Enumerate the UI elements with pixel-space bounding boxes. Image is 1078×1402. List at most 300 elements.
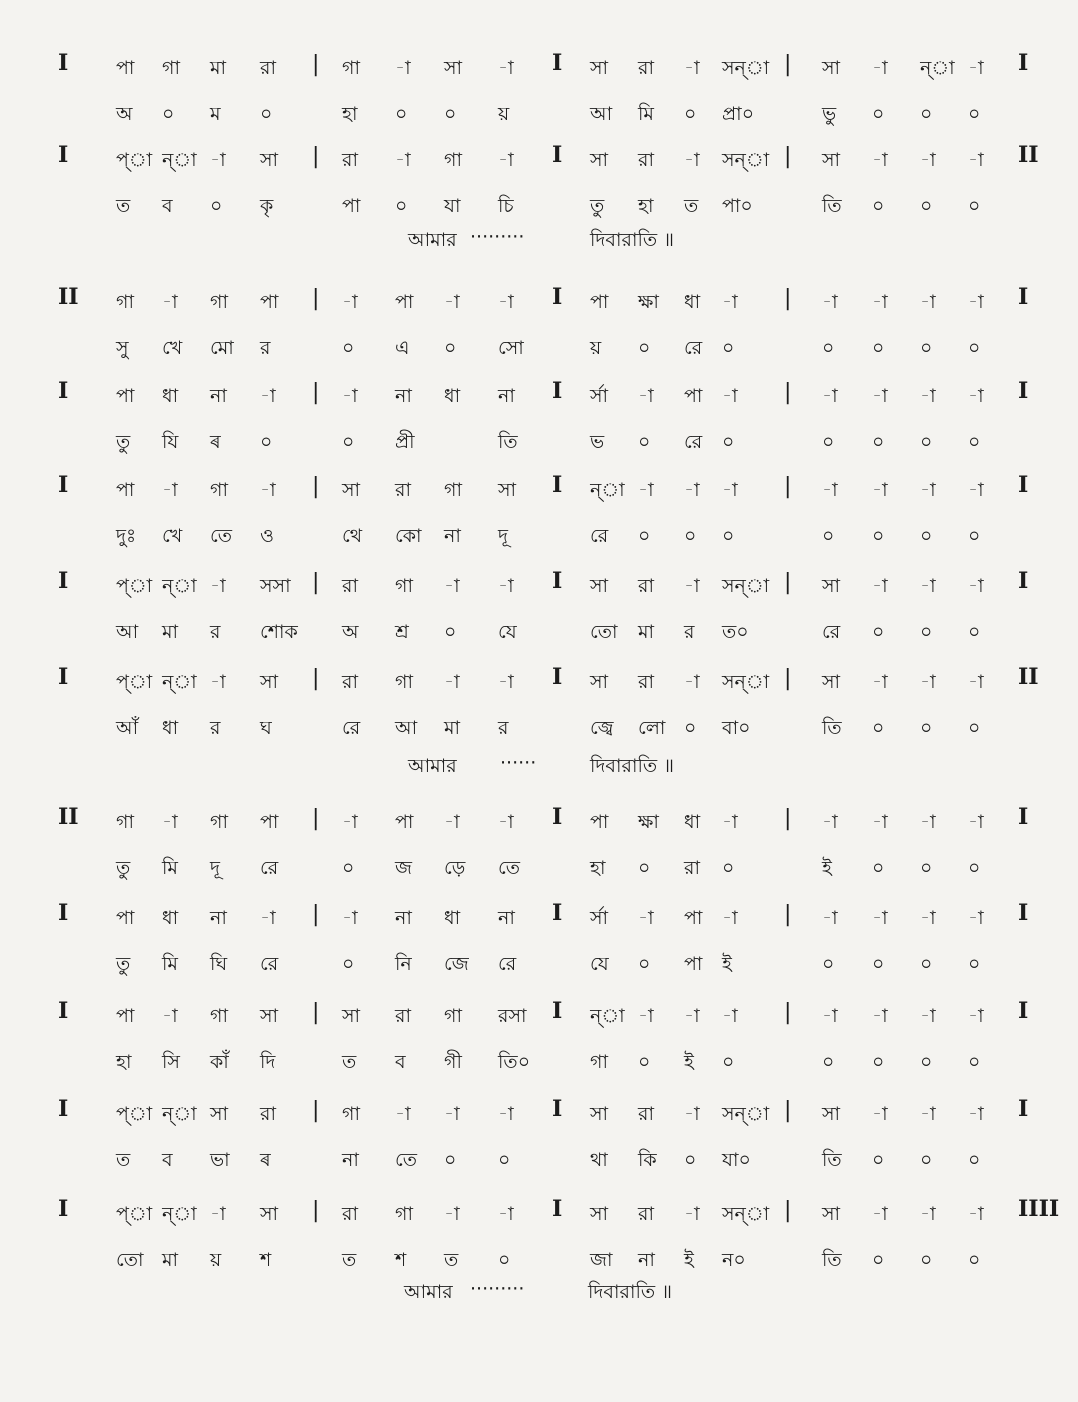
refrain-line <box>0 752 1078 782</box>
swara-note: -া <box>162 479 178 501</box>
bar-marker: I <box>552 50 563 76</box>
lyric-syllable: অ <box>116 103 133 125</box>
lyric-syllable: তু <box>116 431 131 453</box>
lyric-syllable: ০ <box>968 195 981 217</box>
lyric-syllable: ০ <box>395 103 408 125</box>
lyric-syllable: ০ <box>395 195 408 217</box>
refrain-text: দিবারাতি ॥ <box>590 229 674 251</box>
bar-divider: | <box>784 1000 792 1025</box>
lyric-syllable: ০ <box>920 1149 933 1171</box>
swara-note: -া <box>638 1005 654 1027</box>
lyric-syllable: য় <box>498 103 510 125</box>
swara-row <box>50 800 1050 840</box>
bar-marker: II <box>58 804 79 830</box>
bar-marker: IIII <box>1018 1196 1060 1222</box>
lyric-syllable: থা <box>590 1149 608 1171</box>
swara-note: ক্ষা <box>638 291 659 313</box>
swara-note: সা <box>590 1103 609 1125</box>
lyric-syllable: ও <box>260 525 274 547</box>
bar-divider: | <box>312 144 320 169</box>
swara-note: -া <box>722 385 738 407</box>
lyric-syllable: তো <box>116 1249 144 1271</box>
lyric-syllable: ০ <box>822 1051 835 1073</box>
swara-note: ন্া <box>162 671 197 693</box>
lyric-syllable: ৰ <box>260 1149 271 1171</box>
swara-note: -া <box>872 149 888 171</box>
swara-note: -া <box>722 811 738 833</box>
swara-note: -া <box>872 1005 888 1027</box>
swara-note: -া <box>395 149 411 171</box>
swara-note: সা <box>822 671 841 693</box>
lyric-row <box>50 610 1050 650</box>
lyric-syllable: ০ <box>872 337 885 359</box>
lyric-syllable: ০ <box>968 717 981 739</box>
lyric-syllable: ন০ <box>722 1249 746 1271</box>
bar-divider: | <box>312 380 320 405</box>
bar-marker: I <box>552 804 563 830</box>
swara-note: -া <box>260 479 276 501</box>
swara-note: -া <box>210 149 226 171</box>
lyric-syllable: রে <box>342 717 361 739</box>
lyric-syllable: আ <box>395 717 418 739</box>
swara-row <box>50 374 1050 414</box>
swara-note: -া <box>872 1103 888 1125</box>
lyric-syllable: ই <box>684 1051 694 1073</box>
bar-divider: | <box>312 474 320 499</box>
bar-divider: | <box>312 902 320 927</box>
swara-note: -া <box>498 1103 514 1125</box>
bar-marker: I <box>58 472 69 498</box>
swara-note: -া <box>210 1203 226 1225</box>
swara-note: -া <box>342 811 358 833</box>
lyric-syllable: আ <box>116 621 139 643</box>
lyric-syllable: গী <box>444 1051 462 1073</box>
swara-note: -া <box>968 385 984 407</box>
swara-note: -া <box>638 385 654 407</box>
swara-note: -া <box>498 811 514 833</box>
swara-note: -া <box>822 907 838 929</box>
lyric-syllable: যে <box>498 621 517 643</box>
swara-note: -া <box>920 1203 936 1225</box>
swara-note: -া <box>444 1203 460 1225</box>
bar-divider: | <box>312 52 320 77</box>
lyric-row <box>50 1238 1050 1278</box>
swara-note: সন্া <box>722 1203 770 1225</box>
lyric-syllable: ০ <box>968 103 981 125</box>
lyric-syllable: মা <box>638 621 655 643</box>
lyric-syllable: ০ <box>920 195 933 217</box>
lyric-syllable: তি <box>822 1249 842 1271</box>
lyric-syllable: রে <box>684 337 703 359</box>
swara-note: -া <box>872 479 888 501</box>
lyric-syllable: ০ <box>638 431 651 453</box>
lyric-syllable: তে <box>210 525 232 547</box>
lyric-syllable: ত <box>116 1149 131 1171</box>
lyric-syllable: ত <box>342 1051 357 1073</box>
lyric-syllable: পা <box>342 195 361 217</box>
lyric-syllable: ০ <box>872 431 885 453</box>
swara-note: ধা <box>684 291 701 313</box>
lyric-syllable: ০ <box>722 431 735 453</box>
swara-note: -া <box>968 291 984 313</box>
swara-note: -া <box>162 811 178 833</box>
lyric-syllable: ০ <box>722 857 735 879</box>
swara-note: গা <box>210 291 228 313</box>
swara-note: -া <box>342 907 358 929</box>
refrain-text: দিবারাতি ॥ <box>590 755 674 777</box>
lyric-syllable: ০ <box>638 337 651 359</box>
lyric-syllable: ০ <box>968 337 981 359</box>
swara-note: না <box>210 907 227 929</box>
lyric-syllable: ০ <box>920 1051 933 1073</box>
swara-note: -া <box>872 671 888 693</box>
lyric-syllable: ০ <box>872 621 885 643</box>
lyric-syllable: ০ <box>444 621 457 643</box>
swara-note: -া <box>920 385 936 407</box>
swara-note: পা <box>395 291 414 313</box>
lyric-row <box>50 1040 1050 1080</box>
swara-note: পা <box>260 811 279 833</box>
swara-note: -া <box>968 1005 984 1027</box>
bar-marker: I <box>58 1196 69 1222</box>
lyric-syllable: ০ <box>872 857 885 879</box>
lyric-syllable: না <box>638 1249 655 1271</box>
lyric-syllable: ০ <box>684 103 697 125</box>
swara-note: গা <box>395 671 413 693</box>
bar-marker: I <box>1018 1096 1029 1122</box>
lyric-syllable: ০ <box>872 953 885 975</box>
lyric-syllable: ঘ <box>260 717 272 739</box>
swara-note: গা <box>116 291 134 313</box>
bar-marker: I <box>552 568 563 594</box>
bar-marker: II <box>1018 664 1039 690</box>
lyric-syllable: র <box>210 717 221 739</box>
bar-marker: II <box>58 284 79 310</box>
lyric-row <box>50 1138 1050 1178</box>
swara-note: -া <box>260 385 276 407</box>
refrain-dots: ······ <box>500 752 537 774</box>
swara-note: -া <box>498 149 514 171</box>
swara-note: র্সা <box>590 907 609 929</box>
swara-note: ন্া <box>162 1203 197 1225</box>
lyric-syllable: ০ <box>498 1249 511 1271</box>
lyric-syllable: দি <box>260 1051 276 1073</box>
refrain-text: দিবারাতি ॥ <box>588 1281 672 1303</box>
swara-note: রা <box>395 479 411 501</box>
swara-note: রা <box>342 1203 358 1225</box>
swara-note: রা <box>638 149 654 171</box>
lyric-row <box>50 846 1050 886</box>
swara-note: গা <box>210 811 228 833</box>
bar-marker: I <box>58 568 69 594</box>
swara-note: -া <box>822 385 838 407</box>
lyric-syllable: তি <box>822 1149 842 1171</box>
lyric-syllable: ০ <box>444 337 457 359</box>
lyric-syllable: তি <box>498 431 518 453</box>
bar-marker: I <box>1018 472 1029 498</box>
lyric-syllable: ০ <box>968 953 981 975</box>
bar-marker: I <box>58 50 69 76</box>
lyric-syllable: ০ <box>920 337 933 359</box>
bar-divider: | <box>312 570 320 595</box>
swara-note: -া <box>822 1005 838 1027</box>
swara-note: প্া <box>116 1203 153 1225</box>
lyric-syllable: ০ <box>822 953 835 975</box>
bar-marker: I <box>552 142 563 168</box>
lyric-syllable: ০ <box>722 1051 735 1073</box>
lyric-syllable: ০ <box>920 103 933 125</box>
swara-note: রা <box>342 671 358 693</box>
swara-note: -া <box>722 291 738 313</box>
swara-note: গা <box>162 57 180 79</box>
lyric-syllable: শ <box>395 1249 407 1271</box>
lyric-syllable: কাঁ <box>210 1051 229 1073</box>
lyric-syllable: অ <box>342 621 359 643</box>
swara-note: ধা <box>684 811 701 833</box>
bar-marker: I <box>552 664 563 690</box>
lyric-syllable: তে <box>498 857 520 879</box>
bar-divider: | <box>784 286 792 311</box>
lyric-syllable: খে <box>162 337 183 359</box>
lyric-syllable: ০ <box>920 431 933 453</box>
lyric-syllable: রে <box>822 621 841 643</box>
swara-note: সা <box>590 57 609 79</box>
swara-note: -া <box>498 1203 514 1225</box>
lyric-syllable: তি <box>822 717 842 739</box>
lyric-syllable: ০ <box>722 337 735 359</box>
lyric-syllable: নি <box>395 953 412 975</box>
refrain-text: আমার <box>404 1281 453 1303</box>
lyric-syllable: ০ <box>920 857 933 879</box>
lyric-syllable: ত০ <box>722 621 749 643</box>
lyric-syllable: ০ <box>872 103 885 125</box>
bar-marker: I <box>552 998 563 1024</box>
swara-note: -া <box>260 907 276 929</box>
lyric-syllable: ০ <box>342 953 355 975</box>
lyric-syllable: ০ <box>638 857 651 879</box>
bar-marker: I <box>1018 804 1029 830</box>
lyric-syllable: ০ <box>822 525 835 547</box>
refrain-dots: ········· <box>470 1278 525 1300</box>
lyric-syllable: ড়ে <box>444 857 466 879</box>
swara-note: -া <box>872 1203 888 1225</box>
lyric-syllable: রে <box>260 953 279 975</box>
swara-note: সা <box>822 57 841 79</box>
swara-note: সন্া <box>722 671 770 693</box>
lyric-syllable: মা <box>162 1249 179 1271</box>
lyric-syllable: ম <box>210 103 221 125</box>
lyric-syllable: দূ <box>210 857 220 879</box>
swara-row <box>50 280 1050 320</box>
bar-divider: | <box>784 380 792 405</box>
lyric-row <box>50 184 1050 224</box>
lyric-syllable: জ্বে <box>590 717 614 739</box>
lyric-syllable: পা০ <box>722 195 753 217</box>
lyric-syllable: মি <box>162 953 178 975</box>
swara-note: সা <box>498 479 517 501</box>
bar-marker: I <box>1018 378 1029 404</box>
swara-note: পা <box>684 907 703 929</box>
swara-note: -া <box>210 575 226 597</box>
swara-note: -া <box>968 1103 984 1125</box>
swara-note: গা <box>444 149 462 171</box>
lyric-syllable: য় <box>210 1249 222 1271</box>
lyric-syllable: ০ <box>968 621 981 643</box>
lyric-syllable: কো <box>395 525 422 547</box>
swara-row <box>50 660 1050 700</box>
refrain-line <box>0 226 1078 256</box>
lyric-syllable: ০ <box>342 857 355 879</box>
swara-note: -া <box>444 1103 460 1125</box>
swara-note: সন্া <box>722 1103 770 1125</box>
swara-note: -া <box>498 57 514 79</box>
swara-note: প্া <box>116 149 153 171</box>
lyric-syllable: সো <box>498 337 524 359</box>
swara-note: সা <box>260 1203 279 1225</box>
swara-note: -া <box>395 1103 411 1125</box>
lyric-syllable: তো <box>590 621 618 643</box>
swara-note: গা <box>342 1103 360 1125</box>
bar-divider: | <box>312 1000 320 1025</box>
swara-note: -া <box>968 57 984 79</box>
lyric-syllable: ভ <box>590 431 605 453</box>
lyric-syllable: না <box>444 525 461 547</box>
swara-note: -া <box>444 811 460 833</box>
swara-note: -া <box>444 291 460 313</box>
swara-note: সা <box>260 149 279 171</box>
lyric-syllable: ০ <box>342 431 355 453</box>
lyric-row <box>50 420 1050 460</box>
bar-marker: I <box>1018 50 1029 76</box>
lyric-syllable: ই <box>822 857 832 879</box>
bar-marker: I <box>1018 998 1029 1024</box>
bar-divider: | <box>312 1198 320 1223</box>
bar-marker: I <box>58 142 69 168</box>
lyric-syllable: ০ <box>872 525 885 547</box>
swara-note: -া <box>822 811 838 833</box>
swara-note: -া <box>498 671 514 693</box>
swara-note: রা <box>260 57 276 79</box>
bar-marker: I <box>58 1096 69 1122</box>
lyric-syllable: হা <box>590 857 606 879</box>
swara-note: -া <box>920 291 936 313</box>
swara-note: পা <box>684 385 703 407</box>
swara-note: পা <box>116 907 135 929</box>
lyric-syllable: তু <box>116 953 131 975</box>
swara-note: ধা <box>444 907 461 929</box>
lyric-syllable: যা <box>444 195 461 217</box>
swara-note: গা <box>395 575 413 597</box>
swara-note: -া <box>684 149 700 171</box>
swara-note: -া <box>210 671 226 693</box>
bar-divider: | <box>784 474 792 499</box>
lyric-syllable: ০ <box>968 1051 981 1073</box>
lyric-row <box>50 92 1050 132</box>
lyric-syllable: তে <box>395 1149 417 1171</box>
swara-note: রা <box>638 57 654 79</box>
lyric-syllable: শোক <box>260 621 298 643</box>
lyric-syllable: র <box>260 337 271 359</box>
lyric-syllable: ত <box>684 195 699 217</box>
swara-note: সা <box>342 479 361 501</box>
swara-note: না <box>498 385 515 407</box>
bar-marker: I <box>552 1196 563 1222</box>
swara-note: না <box>210 385 227 407</box>
swara-row <box>50 138 1050 178</box>
lyric-syllable: হা <box>116 1051 132 1073</box>
swara-note: ক্ষা <box>638 811 659 833</box>
lyric-syllable: ০ <box>968 431 981 453</box>
bar-divider: | <box>784 144 792 169</box>
swara-note: ধা <box>444 385 461 407</box>
swara-note: -া <box>498 575 514 597</box>
lyric-syllable: সু <box>116 337 129 359</box>
swara-note: সা <box>822 575 841 597</box>
lyric-syllable: ০ <box>722 525 735 547</box>
lyric-row <box>50 706 1050 746</box>
lyric-syllable: জে <box>444 953 469 975</box>
lyric-syllable: রে <box>684 431 703 453</box>
swara-note: সসা <box>260 575 291 597</box>
swara-note: -া <box>684 575 700 597</box>
lyric-syllable: সি <box>162 1051 180 1073</box>
swara-note: পা <box>590 811 609 833</box>
lyric-syllable: মা <box>162 621 179 643</box>
lyric-syllable: ০ <box>684 717 697 739</box>
lyric-syllable: র <box>684 621 695 643</box>
swara-note: পা <box>260 291 279 313</box>
lyric-syllable: ০ <box>162 103 175 125</box>
swara-note: সা <box>822 1103 841 1125</box>
swara-note: -া <box>920 149 936 171</box>
lyric-syllable: ০ <box>920 525 933 547</box>
lyric-syllable: ত <box>444 1249 459 1271</box>
refrain-line <box>0 1278 1078 1308</box>
lyric-syllable: বা০ <box>722 717 751 739</box>
swara-note: -া <box>968 907 984 929</box>
lyric-syllable: ০ <box>872 717 885 739</box>
lyric-syllable: ঘি <box>210 953 228 975</box>
swara-note: -া <box>395 57 411 79</box>
lyric-syllable: জ <box>395 857 412 879</box>
swara-note: সা <box>822 1203 841 1225</box>
lyric-syllable: ০ <box>822 337 835 359</box>
swara-row <box>50 564 1050 604</box>
lyric-syllable: ০ <box>968 525 981 547</box>
swara-note: -া <box>872 291 888 313</box>
lyric-row <box>50 942 1050 982</box>
swara-note: -া <box>684 479 700 501</box>
swara-note: -া <box>638 479 654 501</box>
swara-note: -া <box>872 575 888 597</box>
lyric-syllable: শ <box>260 1249 272 1271</box>
swara-note: -া <box>872 57 888 79</box>
swara-note: -া <box>968 149 984 171</box>
swara-note: পা <box>116 479 135 501</box>
bar-marker: I <box>1018 900 1029 926</box>
swara-note: না <box>498 907 515 929</box>
lyric-syllable: র <box>498 717 509 739</box>
lyric-syllable: জা <box>590 1249 613 1271</box>
lyric-syllable: ভা <box>210 1149 230 1171</box>
swara-note: প্া <box>116 671 153 693</box>
lyric-syllable: যি <box>162 431 179 453</box>
swara-note: রা <box>342 149 358 171</box>
lyric-syllable: থে <box>342 525 363 547</box>
swara-note: রা <box>638 671 654 693</box>
bar-divider: | <box>784 902 792 927</box>
bar-marker: I <box>1018 568 1029 594</box>
